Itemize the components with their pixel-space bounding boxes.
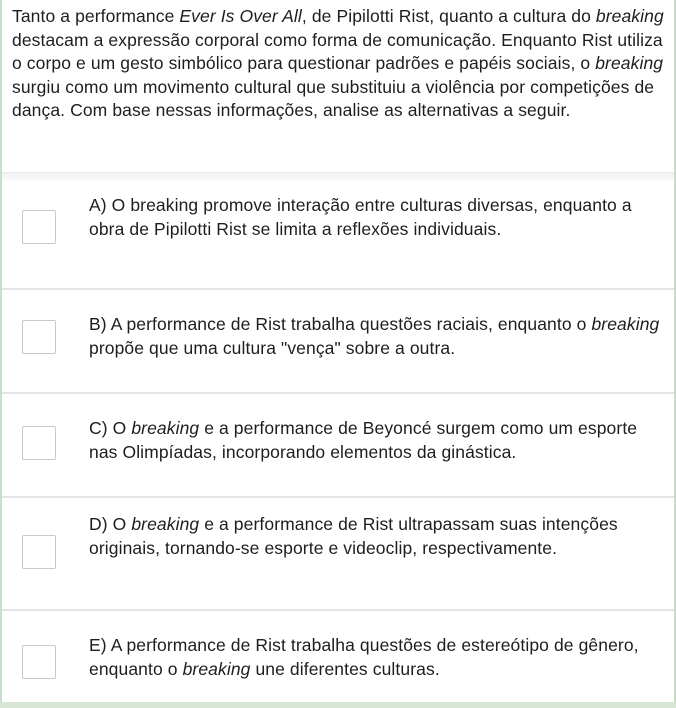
option-c[interactable] (2, 394, 674, 498)
question-part: destacam a expressão corporal como forma de comunicação. Enquanto Rist utiliza o corpo e um gesto simbólico para questionar padrões e papéis sociais, o (12, 29, 663, 74)
option-e-text (89, 634, 664, 681)
option-part-italic: breaking (131, 418, 200, 438)
option-e[interactable] (2, 611, 674, 702)
option-d-checkbox[interactable] (22, 535, 56, 569)
option-part: C) O (89, 418, 132, 438)
option-part: A) O breaking promove interação entre culturas diversas, enquanto a obra de Pipilotti Rist se limita a reflexões individuais. (89, 195, 632, 239)
option-part: B) A performance de Rist trabalha questões raciais, enquanto o (89, 314, 592, 334)
option-part: e a performance de Rist ultrapassam suas intenções originais, tornando-se esporte e videoclip, respectivamente. (89, 514, 618, 558)
option-a-checkbox[interactable] (22, 210, 56, 244)
question-part: Tanto a performance (12, 6, 180, 26)
option-a[interactable] (2, 180, 674, 290)
option-b-text (89, 313, 664, 360)
option-part-italic: breaking (591, 314, 660, 334)
question-part-italic: Ever Is Over All (179, 6, 302, 26)
option-part-italic: breaking (182, 658, 251, 679)
option-part: e a performance de Beyoncé surgem como um esporte nas Olimpíadas, incorporando elementos da ginástica. (89, 418, 638, 462)
option-part: E) A performance de Rist trabalha questões de estereótipo de gênero, enquanto o (89, 635, 639, 679)
option-e-checkbox[interactable] (22, 645, 56, 679)
option-c-checkbox[interactable] (22, 426, 56, 460)
option-part: D) O (89, 514, 132, 534)
question-text (12, 5, 667, 123)
question-part: , de Pipilotti Rist, quanto a cultura do (301, 6, 596, 26)
bottom-bar (0, 702, 676, 708)
question-part-italic: breaking (595, 53, 664, 74)
option-part: propõe que uma cultura "vença" sobre a outra. (89, 337, 456, 358)
option-b-checkbox[interactable] (22, 320, 56, 354)
option-d-text (89, 513, 664, 560)
option-d[interactable] (2, 498, 674, 611)
option-part-italic: breaking (131, 514, 200, 534)
question-part-italic: breaking (595, 6, 664, 26)
option-b[interactable] (2, 290, 674, 394)
question-part: surgiu como um movimento cultural que substituiu a violência por competições de dança. Com base nessas informações, analise as alternativas a seguir. (12, 76, 655, 121)
option-a-text (89, 194, 664, 241)
option-part: une diferentes culturas. (250, 658, 440, 679)
option-c-text (89, 417, 664, 464)
